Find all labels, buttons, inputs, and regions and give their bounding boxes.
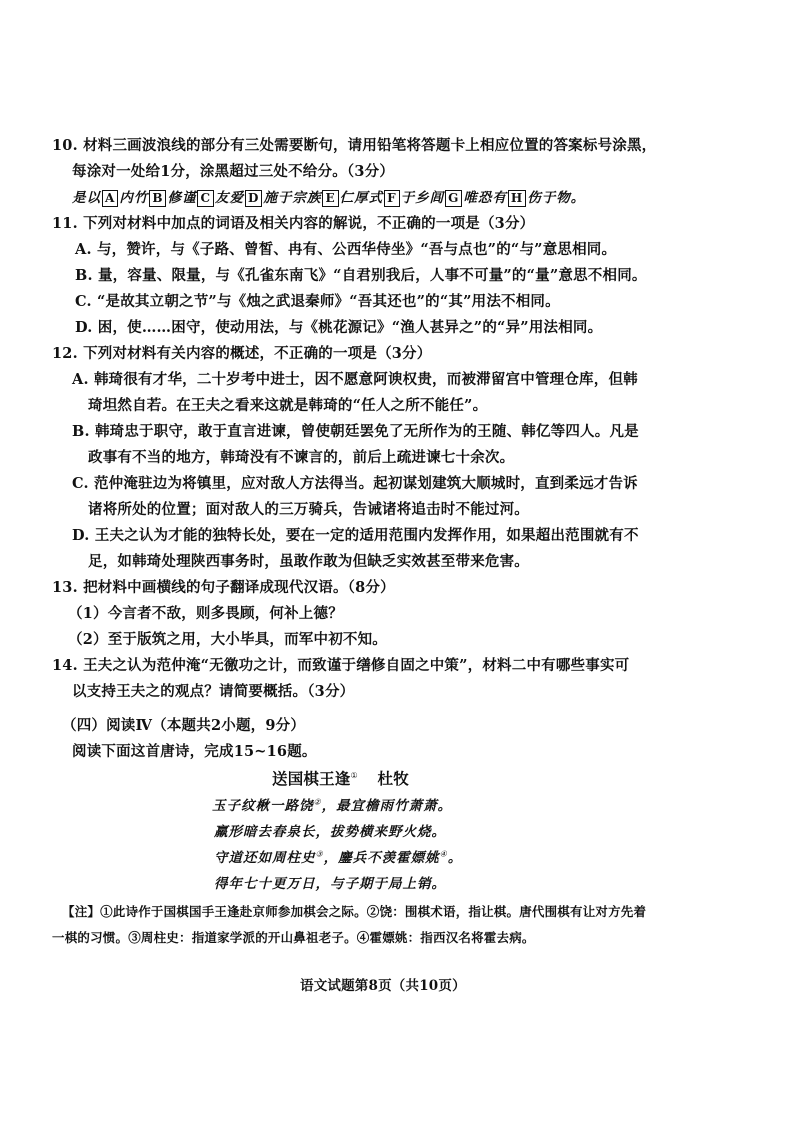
q10-answer-mark[interactable]: B [149,190,166,207]
q10-answer-mark[interactable]: G [445,190,462,207]
q14-line1: 14. 王夫之认为范仲淹“无徼功之计，而致谨于缮修自固之中策”，材料二中有哪些事实可 [52,657,630,674]
poem-line-2 [214,820,446,840]
q14-line2: 以支持王夫之的观点？请简要概括。（3分） [72,683,355,700]
poem-title [272,767,409,789]
q10-segment-text: 伤于物。 [527,190,586,206]
q11-option-c: C. “是故其立朝之节”与《烛之武退秦师》“吾其还也”的“其”用法不相同。 [75,293,560,310]
poem-line-3-text: 守道还如周柱史 [214,850,316,866]
q12-option-b-line2: 政事有不当的地方，韩琦没有不谏言的，前后上疏进谏七十余次。 [88,449,515,466]
q10-answer-mark[interactable]: D [245,190,262,207]
poem-line-4 [214,872,446,892]
poem-line-1-note: ② [313,797,322,807]
q11-option-d: D. 困，使……困守，使动用法，与《桃花源记》“渔人甚异之”的“异”用法相同。 [75,319,603,336]
q10-answer-mark[interactable]: F [384,190,400,207]
poem-line-3-rest: ，鏖兵不羡霍嫖姚 [323,850,440,866]
notes-line1: 【注】①此诗作于国棋国手王逢赴京师参加棋会之际。②饶：围棋术语，指让棋。唐代围棋有让对方先着 [62,904,647,919]
q13-stem: 13. 把材料中画横线的句子翻译成现代汉语。（8分） [52,579,395,596]
poem-title-text: 送国棋王逢 [272,769,351,788]
q12-option-c-line2: 诸将所处的位置；面对敌人的三万骑兵，告诫诸将追击时不能过河。 [88,501,529,518]
poem-line-1-rest: ，最宜檐雨竹萧萧。 [321,798,453,814]
q10-segment-text: 修谨 [167,190,197,206]
poem-line-3-note: ③ [315,849,324,859]
q12-stem: 12. 下列对材料有关内容的概述，不正确的一项是（3分） [52,345,432,362]
q12-option-c-line1: C. 范仲淹驻边为将镇里，应对敌人方法得当。起初谋划建筑大顺城时，直到柔远才告诉 [72,475,638,492]
q10-segment-text: 于乡闾 [400,190,445,206]
q12-option-b-line1: B. 韩琦忠于职守，敢于直言进谏，曾使朝廷罢免了无所作为的王随、韩亿等四人。凡是 [72,423,639,440]
poem-line-4-text: 得年七十更万日，与子期于局上销。 [214,876,446,892]
q10-answer-mark[interactable]: H [508,190,526,207]
section4-intro: 阅读下面这首唐诗，完成15~16题。 [72,743,317,760]
q10-segment-text: 仁厚式 [339,190,384,206]
q10-line2: 每涂对一处给1分，涂黑超过三处不给分。（3分） [72,163,395,180]
q10-segmented-text [72,186,585,207]
q10-segment-text: 是以 [72,190,101,206]
poem-line-1 [212,794,452,814]
notes-line2: 一棋的习惯。③周柱史：指道家学派的开山鼻祖老子。④霍嫖姚：指西汉名将霍去病。 [52,930,535,945]
q10-segment-text: 内竹 [119,190,149,206]
q12-option-a-line2: 琦坦然自若。在王夫之看来这就是韩琦的“任人之所不能任”。 [88,397,488,414]
poem-line-3-note2: ④ [439,849,448,859]
section4-heading: （四）阅读Ⅳ（本题共2小题，9分） [62,717,306,734]
q12-option-d-line2: 足，如韩琦处理陕西事务时，虽敢作敢为但缺乏实效甚至带来危害。 [88,553,529,570]
q10-answer-mark[interactable]: A [102,190,118,207]
q10-answer-mark[interactable]: E [322,190,338,207]
q10-line1: 10. 材料三画波浪线的部分有三处需要断句，请用铅笔将答题卡上相应位置的答案标号涂黑， [52,137,657,154]
poem-title-note-mark: ① [350,770,358,780]
poem-line-1-text: 玉子纹楸一路饶 [212,798,314,814]
q10-segment-text: 施于宗族 [263,190,322,206]
q12-option-d-line1: D. 王夫之认为才能的独特长处，要在一定的适用范围内发挥作用，如果超出范围就有不 [72,527,639,544]
q10-answer-mark[interactable]: C [197,190,214,207]
poem-line-3 [214,846,462,866]
q12-option-a-line1: A. 韩琦很有才华，二十岁考中进士，因不愿意阿谀权贵，而被滞留宫中管理仓库，但韩 [72,371,638,388]
q10-segment-text: 友爱 [215,190,245,206]
poem-line-2-text: 羸形暗去春泉长，拔势横来野火烧。 [214,824,446,840]
q11-option-a: A. 与，赞许，与《子路、曾皙、冉有、公西华侍坐》“吾与点也”的“与”意思相同。 [75,241,617,258]
q13-sentence-1: （1）今言者不敌，则多畏顾，何补上德？ [68,605,343,622]
q11-stem: 11. 下列对材料中加点的词语及相关内容的解说，不正确的一项是（3分） [52,215,535,232]
q13-sentence-2: （2）至于版筑之用，大小毕具，而军中初不知。 [68,631,387,648]
poem-author: 杜牧 [377,769,409,788]
q10-segment-text: 唯恐有 [463,190,507,206]
q11-option-b: B. 量，容量、限量，与《孔雀东南飞》“自君别我后，人事不可量”的“量”意思不相同。 [75,267,647,284]
page-footer: 语文试题第8页（共10页） [300,978,466,994]
poem-line-3-rest2: 。 [447,850,463,866]
